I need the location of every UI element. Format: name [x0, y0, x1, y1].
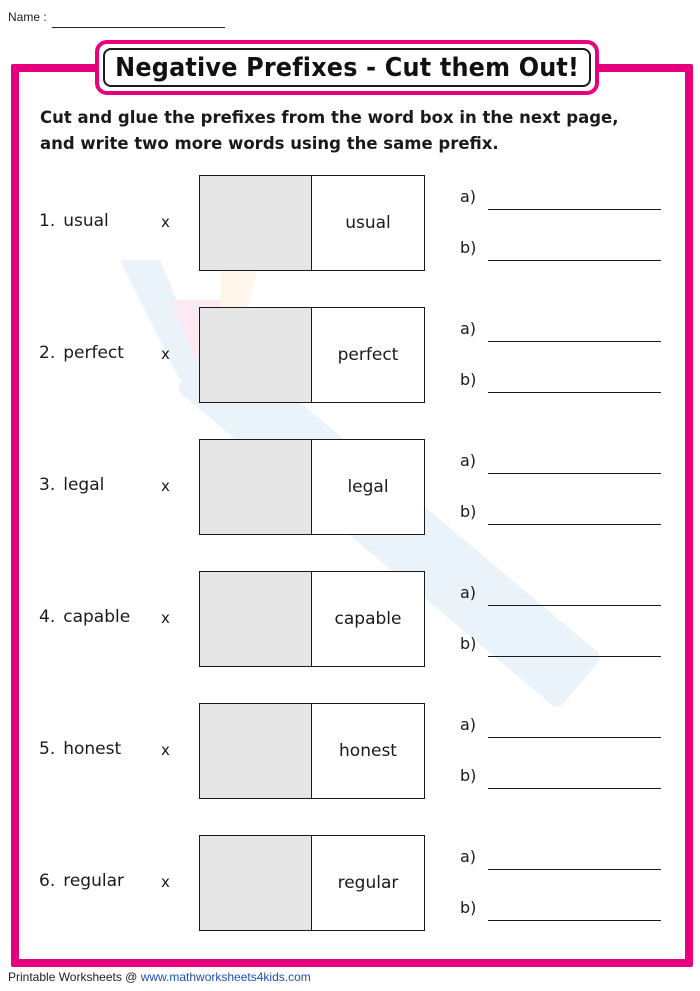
prefix-glue-area[interactable] — [200, 836, 312, 930]
question-row-6 — [0, 835, 700, 935]
base-word: usual — [63, 211, 109, 231]
base-word: capable — [63, 607, 131, 627]
title-inner-border — [103, 48, 591, 87]
base-word: regular — [63, 871, 125, 891]
answer-a-line[interactable] — [488, 605, 661, 606]
instructions — [40, 105, 680, 157]
answer-b-line[interactable] — [488, 788, 661, 789]
answer-b-label: b) — [460, 238, 477, 257]
prefix-box — [199, 835, 425, 931]
times-symbol: x — [161, 873, 170, 891]
question-number — [39, 607, 130, 627]
prefix-glue-area[interactable] — [200, 704, 312, 798]
answer-b-label: b) — [460, 502, 477, 521]
answer-b-line[interactable] — [488, 920, 661, 921]
box-word: capable — [334, 609, 402, 629]
prefix-glue-area[interactable] — [200, 440, 312, 534]
prefix-box — [199, 175, 425, 271]
answer-a-line[interactable] — [488, 473, 661, 474]
box-word: regular — [337, 873, 399, 893]
name-label: Name : — [8, 10, 47, 24]
answer-a-label: a) — [460, 583, 477, 602]
box-word: legal — [347, 477, 389, 497]
answer-b-line[interactable] — [488, 524, 661, 525]
question-row-1 — [0, 175, 700, 275]
question-number-text: 2. — [39, 343, 56, 363]
answer-a-line[interactable] — [488, 869, 661, 870]
answer-a-label: a) — [460, 451, 477, 470]
answer-a-line[interactable] — [488, 737, 661, 738]
prefix-glue-area[interactable] — [200, 308, 312, 402]
instructions-line-1: Cut and glue the prefixes from the word box in the next page, — [40, 108, 619, 127]
base-word: honest — [63, 739, 122, 759]
prefix-glue-area[interactable] — [200, 572, 312, 666]
footer-link[interactable]: www.mathworksheets4kids.com — [140, 970, 311, 984]
answer-a-label: a) — [460, 187, 477, 206]
base-word: legal — [63, 475, 105, 495]
question-row-4 — [0, 571, 700, 671]
question-number-text: 6. — [39, 871, 56, 891]
answer-b-label: b) — [460, 766, 477, 785]
answer-b-line[interactable] — [488, 260, 661, 261]
question-number-text: 4. — [39, 607, 56, 627]
prefix-box — [199, 703, 425, 799]
page-title: Negative Prefixes - Cut them Out! — [115, 52, 579, 83]
title-box — [95, 40, 599, 95]
answer-b-label: b) — [460, 370, 477, 389]
question-number — [39, 739, 121, 759]
answer-a-label: a) — [460, 715, 477, 734]
answer-b-label: b) — [460, 634, 477, 653]
name-input-line[interactable] — [52, 27, 225, 28]
prefix-glue-area[interactable] — [200, 176, 312, 270]
times-symbol: x — [161, 741, 170, 759]
question-row-5 — [0, 703, 700, 803]
answer-a-line[interactable] — [488, 341, 661, 342]
question-number-text: 1. — [39, 211, 56, 231]
prefix-box — [199, 307, 425, 403]
answer-b-label: b) — [460, 898, 477, 917]
question-number-text: 5. — [39, 739, 56, 759]
prefix-box — [199, 439, 425, 535]
footer-label: Printable Worksheets @ — [8, 970, 141, 984]
box-word: usual — [345, 213, 391, 233]
question-number — [39, 211, 109, 231]
answer-a-label: a) — [460, 847, 477, 866]
question-row-2 — [0, 307, 700, 407]
times-symbol: x — [161, 213, 170, 231]
answer-b-line[interactable] — [488, 656, 661, 657]
answer-a-label: a) — [460, 319, 477, 338]
question-number — [39, 475, 104, 495]
question-number — [39, 871, 124, 891]
box-word: perfect — [337, 345, 399, 365]
answer-b-line[interactable] — [488, 392, 661, 393]
times-symbol: x — [161, 609, 170, 627]
instructions-line-2: and write two more words using the same prefix. — [40, 134, 499, 153]
times-symbol: x — [161, 345, 170, 363]
box-word: honest — [339, 741, 397, 761]
footer — [8, 970, 311, 984]
prefix-box — [199, 571, 425, 667]
question-number-text: 3. — [39, 475, 56, 495]
base-word: perfect — [63, 343, 124, 363]
question-number — [39, 343, 124, 363]
answer-a-line[interactable] — [488, 209, 661, 210]
times-symbol: x — [161, 477, 170, 495]
question-row-3 — [0, 439, 700, 539]
